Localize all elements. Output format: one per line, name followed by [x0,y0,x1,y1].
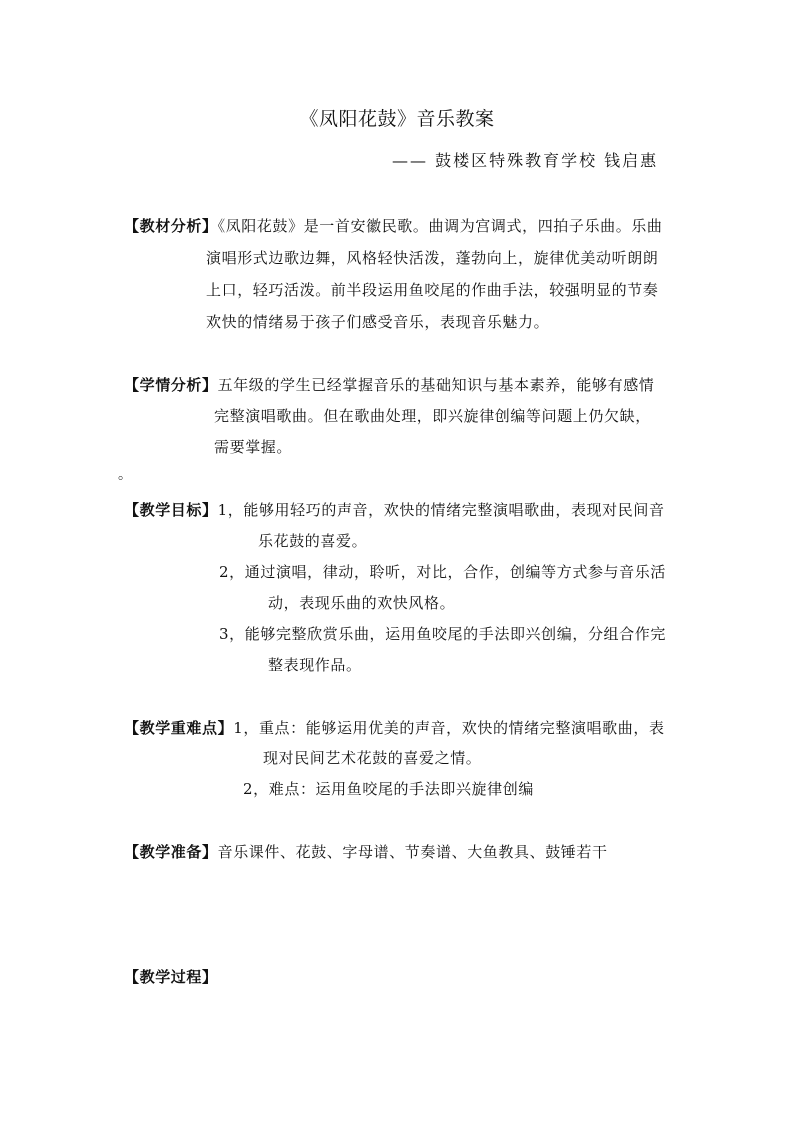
material-line-1: 《凤阳花鼓》是一首安徽民歌。曲调为宫调式，四拍子乐曲。乐曲 [217,217,663,235]
goals-line-4: 动，表现乐曲的欢快风格。 [268,594,456,612]
prep-text: 音乐课件、花鼓、字母谱、节奏谱、大鱼教具、鼓锤若干 [217,843,608,861]
section-keypoints-first-line [124,718,665,738]
keypoints-line-2: 现对民间艺术花鼓的喜爱之情。 [263,749,482,767]
students-line-1: 五年级的学生已经掌握音乐的基础知识与基本素养，能够有感情 [217,376,655,394]
goals-line-1: 1，能够用轻巧的声音，欢快的情绪完整演唱歌曲，表现对民间音 [217,501,665,519]
students-line-3: 需要掌握。 [214,438,293,456]
keypoints-line-1: 1，重点：能够运用优美的声音，欢快的情绪完整演唱歌曲，表 [233,719,665,737]
section-students-first-line [124,375,654,395]
goals-line-6: 整表现作品。 [268,656,362,674]
section-label-keypoints: 【教学重难点】 [124,719,234,737]
students-line-2: 完整演唱歌曲。但在歌曲处理，即兴旋律创编等问题上仍欠缺， [214,407,651,425]
section-material-first-line [124,216,663,236]
goals-line-3: 2，通过演唱，律动，聆听，对比，合作，创编等方式参与音乐活 [219,563,666,581]
material-line-2: 演唱形式边歌边舞，风格轻快活泼，蓬勃向上，旋律优美动听朗朗 [206,249,659,267]
keypoints-line-3: 2，难点：运用鱼咬尾的手法即兴旋律创编 [243,780,534,798]
goals-line-5: 3，能够完整欣赏乐曲，运用鱼咬尾的手法即兴创编，分组合作完 [219,625,666,643]
section-label-goals: 【教学目标】 [124,501,218,519]
section-label-process: 【教学过程】 [124,968,218,986]
section-label-material: 【教材分析】 [124,217,218,235]
author-line: —— 鼓楼区特殊教育学校 钱启惠 [392,151,659,170]
goals-line-2: 乐花鼓的喜爱。 [258,532,368,550]
page-title: 《凤阳花鼓》音乐教案 [299,108,495,130]
section-goals-first-line [124,500,665,520]
section-label-students: 【学情分析】 [124,376,218,394]
material-line-3: 上口，轻巧活泼。前半段运用鱼咬尾的作曲手法，较强明显的节奏 [206,281,659,299]
stray-mark: 。 [118,467,132,483]
material-line-4: 欢快的情绪易于孩子们感受音乐，表现音乐魅力。 [206,313,550,331]
section-label-prep: 【教学准备】 [124,843,218,861]
section-prep-line [124,842,608,862]
